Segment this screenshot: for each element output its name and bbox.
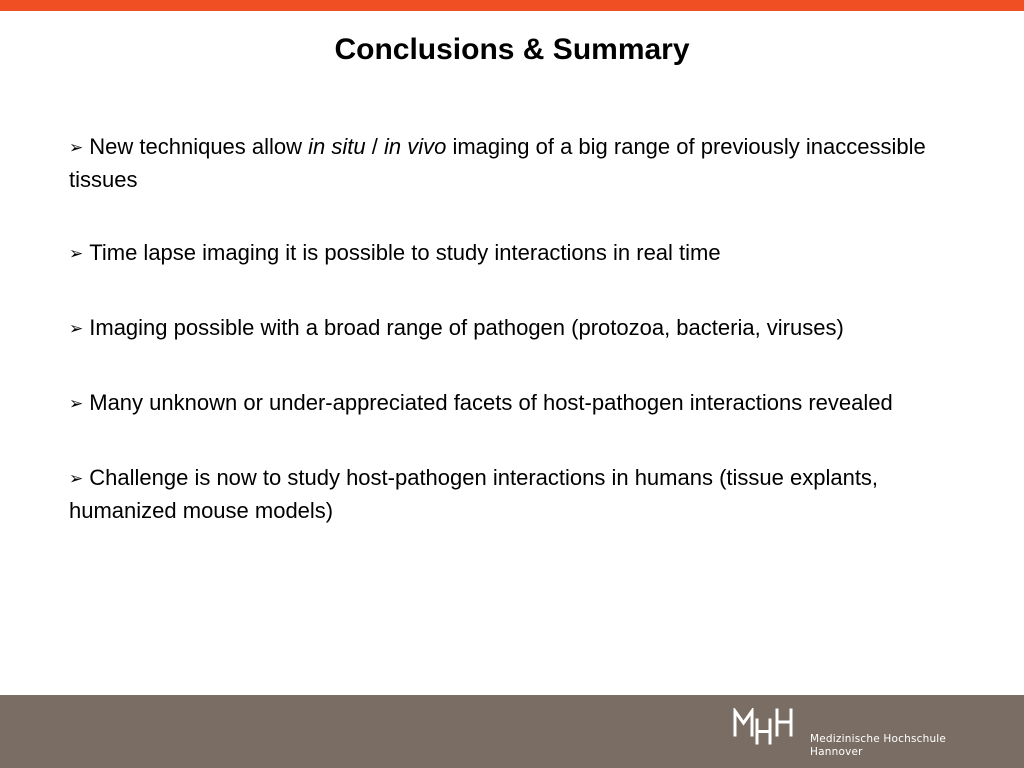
- bullet-list: [69, 131, 984, 568]
- bullet-item: [69, 312, 984, 345]
- bullet-text: Many unknown or under-appreciated facets of host-pathogen interactions revealed: [89, 390, 893, 415]
- logo-text-line2: Hannover: [810, 745, 863, 758]
- slide-title: Conclusions & Summary: [334, 33, 690, 66]
- bullet-text: imaging of a big range of previously inaccessible tissues: [69, 134, 926, 192]
- bullet-text: New techniques allow: [89, 134, 309, 159]
- arrow-bullet-icon: ➢: [69, 319, 84, 339]
- bullet-item: [69, 387, 984, 420]
- arrow-bullet-icon: ➢: [69, 394, 84, 414]
- bullet-text: Imaging possible with a broad range of pathogen (protozoa, bacteria, viruses): [89, 315, 844, 340]
- mhh-logo: [733, 708, 953, 758]
- bullet-item: [69, 237, 984, 270]
- arrow-bullet-icon: ➢: [69, 244, 84, 264]
- bullet-item: [69, 131, 984, 195]
- bullet-text-italic: in situ: [308, 134, 366, 159]
- mhh-logo-mark-icon: [733, 708, 805, 746]
- arrow-bullet-icon: ➢: [69, 469, 84, 489]
- logo-text-line1: Medizinische Hochschule: [810, 733, 947, 745]
- arrow-bullet-icon: ➢: [69, 138, 84, 158]
- bullet-text: /: [365, 134, 384, 159]
- bullet-text-italic: in vivo: [383, 134, 447, 159]
- bullet-text: Challenge is now to study host-pathogen interactions in humans (tissue explants, humanized mouse models): [69, 465, 879, 523]
- bullet-text: Time lapse imaging it is possible to study interactions in real time: [89, 240, 721, 265]
- mhh-logo-text: [810, 733, 946, 758]
- top-accent-bar: [0, 0, 1024, 11]
- bullet-item: [69, 462, 984, 526]
